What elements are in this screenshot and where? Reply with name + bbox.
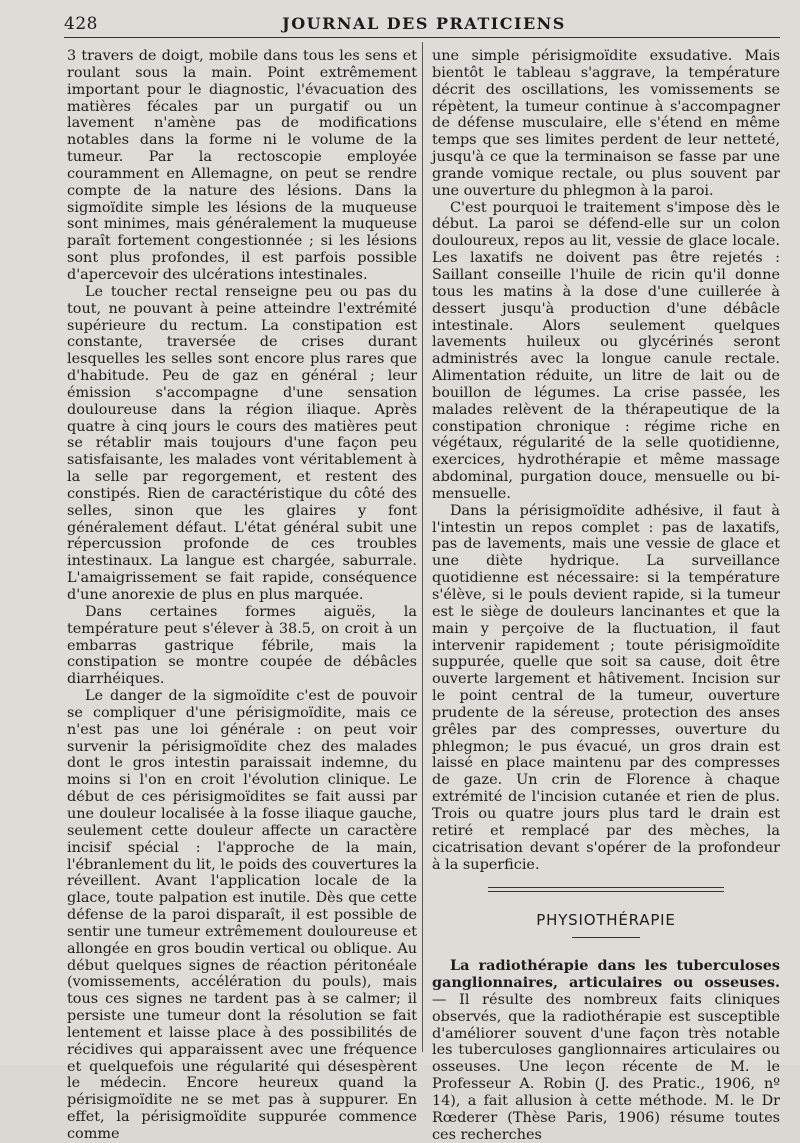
section-double-rule [488,887,724,892]
column-divider [422,42,423,1052]
page-number: 428 [64,14,98,34]
section-short-rule [572,937,640,938]
left-paragraph-1: 3 travers de doigt, mobile dans tous les sens et roulant sous la main. Point extrêmement important pour le diagnostic, l'évacuation des matières fécales par un purgatif ou un lavement n'amène pas de modifications notables dans la forme ni le volume de la tumeur. Par la rectoscopie employée couramment en Allemagne, on peut se rendre compte de la nature des lésions. Dans la sigmoïdite simple les lésions de la muqueuse sont minimes, mais généralement la muqueuse paraît fortement congestionnée ; si les lésions sont plus profondes, il est parfois possible d'apercevoir des ulcérations intestinales. [67,48,417,283]
left-paragraph-2: Le toucher rectal renseigne peu ou pas du tout, ne pouvant à peine atteindre l'extrémité supérieure du rectum. La constipation est constante, traversée de crises durant lesquelles les selles sont encore plus rares que d'habitude. Peu de gaz en général ; leur émission s'accompagne d'une sensation douloureuse dans la région iliaque. Après quatre à cinq jours le cours des matières peut se rétablir mais toujours d'une façon peu satisfaisante, les malades vont véritablement à la selle par regorgement, et restent des constipés. Rien de caractéristique du côté des selles, sinon que les glaires y font généralement défaut. L'état général subit une répercussion profonde de ces troubles intestinaux. La langue est chargée, saburrale. L'amaigrissement se fait rapide, conséquence d'une anorexie de plus en plus marquée. [67,283,417,603]
right-paragraph-3: Dans la périsigmoïdite adhésive, il faut à l'intestin un repos complet : pas de laxatifs, pas de lavements, mais une vessie de glace et une diète hydrique. La surveillance quotidienne est nécessaire: si la température s'élève, si le pouls devient rapide, si la tumeur est le siège de douleurs lancinantes et que la main y perçoive de la fluctuation, il faut intervenir rapidement ; toute périsigmoïdite suppurée, quelle que soit sa cause, doit être ouverte largement et hâtivement. Incision sur le point central de la tumeur, ouverture prudente de la séreuse, protection des anses grêles par des compresses, ouverture du phlegmon; le pus évacué, un gros drain est laissé en place maintenu par des compresses de gaze. Un crin de Florence à chaque extrémité de l'incision cutanée et rien de plus. Trois ou quatre jours plus tard le drain est retiré et remplacé par des mèches, la cicatrisation devant s'opérer de la profondeur à la superficie. [432,502,780,873]
article-body: — Il résulte des nombreux faits cliniques observés, que la radiothérapie est susceptible d'améliorer souvent d'une façon très notable les tuberculoses ganglionnaires articulaires ou osseuses. Une leçon récente de M. le Professeur A. Robin (J. des Pratic., 1906, nº 14), a fait allusion à cette méthode. M. le Dr Rœderer (Thèse Paris, 1906) résume toutes ces recherches [432,991,780,1143]
article-title: La radiothérapie dans les tuberculoses ganglionnaires, articulaires ou osseuses. [432,957,780,992]
left-paragraph-3: Dans certaines formes aiguës, la température peut s'élever à 38.5, on croit à un embarras gastrique fébrile, mais la constipation se montre coupée de débâcles diarrhéiques. [67,603,417,688]
page-header [64,12,784,38]
right-paragraph-2: C'est pourquoi le traitement s'impose dès le début. La paroi se défend-elle sur un colon douloureux, repos au lit, vessie de glace locale. Les laxatifs ne doivent pas être rejetés : Saillant conseille l'huile de ricin qu'il donne tous les matins à la dose d'une cuillerée à dessert jusqu'à production d'une débâcle intestinale. Alors seulement quelques lavements huileux ou glycérinés seront administrés avec la longue canule rectale. Alimentation réduite, un litre de lait ou de bouillon de légumes. La crise passée, les malades relèvent de la thérapeutique de la constipation chronique : régime riche en végétaux, régularité de la selle quotidienne, exercices, hydrothérapie et même massage abdominal, purgation douce, mensuelle ou bi-mensuelle. [432,199,780,502]
right-column [432,48,780,1143]
article-paragraph [432,958,780,1143]
header-rule [64,37,780,38]
right-paragraph-1: une simple périsigmoïdite exsudative. Mais bientôt le tableau s'aggrave, la température décrit des oscillations, les vomissements se répètent, la tumeur continue à s'accompagner de défense musculaire, elle s'étend en même temps que ses limites perdent de leur netteté, jusqu'à ce que la terminaison se fasse par une grande vomique rectale, ou plus souvent par une ouverture du phlegmon à la paroi. [432,48,780,199]
left-paragraph-4: Le danger de la sigmoïdite c'est de pouvoir se compliquer d'une périsigmoïdite, mais ce n'est pas une loi générale : on peut voir survenir la périsigmoïdite chez des malades dont le gros intestin paraissait indemne, du moins si l'on en croit l'évolution clinique. Le début de ces périsigmoïdites se fait aussi par une douleur localisée à la fosse iliaque gauche, seulement cette douleur affecte un caractère incisif spécial : l'approche de la main, l'ébranlement du lit, le poids des couvertures la réveillent. Avant l'application locale de la glace, toute palpation est inutile. Dès que cette défense de la paroi disparaît, il est possible de sentir une tumeur extrêmement douloureuse et allongée en gros boudin vertical ou oblique. Au début quelques signes de réaction péritonéale (vomissements, accélération du pouls), mais tous ces signes ne tardent pas à se calmer; il persiste une tumeur dont la résolution se fait lentement et laisse place à des possibilités de récidives qui apparaissent avec une fréquence et quelquefois une régularité qui désespèrent le médecin. Encore heureux quand la périsigmoïdite ne se met pas à suppurer. En effet, la périsigmoïdite suppurée commence comme [67,688,417,1142]
journal-title: JOURNAL DES PRATICIENS [282,14,566,33]
left-column [67,48,417,1143]
section-title: PHYSIOTHÉRAPIE [536,911,676,930]
